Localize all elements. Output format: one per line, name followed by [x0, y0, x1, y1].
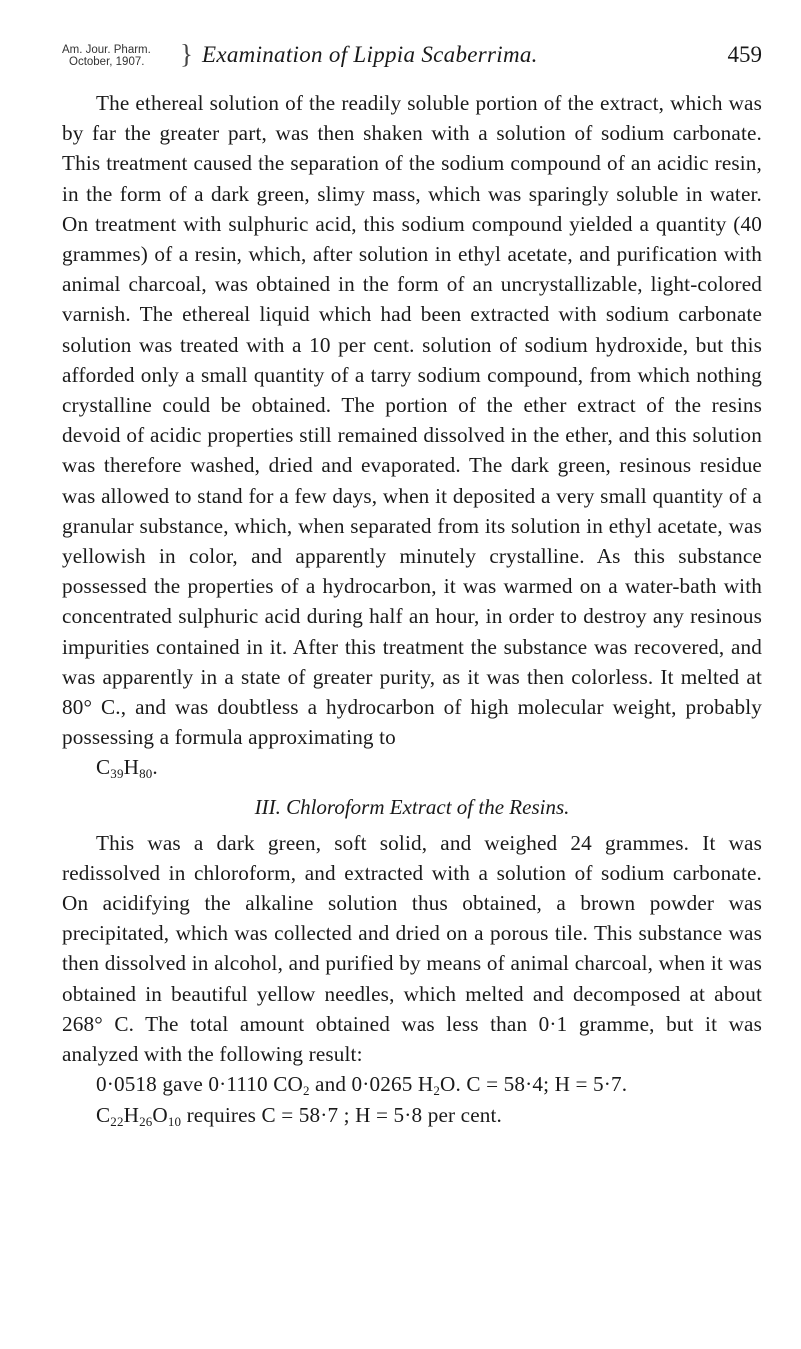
formula-requirement	[62, 1100, 762, 1130]
formula-h-sub: 80	[139, 766, 153, 782]
req-post: requires C = 58·7 ; H = 5·8 per cent.	[181, 1102, 502, 1127]
h2o-sub: 2	[433, 1083, 441, 1099]
journal-page	[62, 40, 762, 1130]
req-o: O	[152, 1102, 168, 1127]
formula-c: C	[96, 755, 111, 780]
analysis-result	[62, 1069, 762, 1099]
formula-end: .	[152, 755, 158, 780]
paragraph-ether-extract	[62, 88, 762, 783]
running-title: Examination of Lippia Scaberrima.	[202, 42, 538, 67]
journal-citation	[62, 44, 151, 68]
req-o-sub: 10	[167, 1113, 182, 1129]
req-h: H	[123, 1102, 140, 1127]
analysis-post: O. C = 58·4; H = 5·7.	[440, 1072, 628, 1097]
analysis-pre: 0·0518 gave 0·1110 CO	[96, 1072, 303, 1097]
co2-sub: 2	[302, 1083, 310, 1099]
req-h-sub: 26	[139, 1113, 153, 1129]
req-c: C	[96, 1102, 111, 1127]
page-number: 459	[727, 42, 762, 67]
journal-date: October, 1907.	[69, 56, 145, 68]
formula-c-sub: 39	[110, 766, 124, 782]
formula-h: H	[123, 755, 140, 780]
analysis-mid: and 0·0265 H	[309, 1072, 434, 1097]
journal-name: Am. Jour. Pharm.	[62, 44, 151, 56]
brace-glyph: }	[180, 39, 193, 69]
paragraph-chloroform-extract: This was a dark green, soft solid, and weighed 24 grammes. It was redissolved in chloroform, and extracted with a solution of sodium carbonate. On acidifying the alkaline solution thus obtained, a brown powder was precipitated, which was collected and dried on a porous tile. This substance was then dissolved in alcohol, and purified by means of animal charcoal, when it was obtained in beautiful yellow needles, which melted and decomposed at about 268° C. The total amount obtained was less than 0·1 gramme, but it was analyzed with the following result:	[62, 830, 762, 1067]
paragraph-ether-extract-text: The ethereal solution of the readily soluble portion of the extract, which was by far the greater part, was then shaken with a solution of sodium carbonate. This treatment caused the separation of the sodium compound of an acidic resin, in the form of a dark green, slimy mass, which was sparingly soluble in water. On treatment with sulphuric acid, this sodium compound yielded a quantity (40 grammes) of a resin, which, after solution in ethyl acetate, and purification with animal charcoal, was obtained in the form of an uncrystallizable, light-colored varnish. The ethereal liquid which had been extracted with sodium carbonate solution was treated with a 10 per cent. solution of sodium hydroxide, but this afforded only a small quantity of a tarry sodium compound, from which nothing crystalline could be obtained. The portion of the ether extract of the resins devoid of acidic properties still remained dissolved in the ether, and this solution was therefore washed, dried and evaporated. The dark green, resinous residue was allowed to stand for a few days, when it deposited a very small quantity of a granular substance, which, when separated from its solution in ethyl acetate, was yellowish in color, and apparently minutely crystalline. As this substance possessed the properties of a hydrocarbon, it was warmed on a water-bath with concentrated sulphuric acid during half an hour, in order to destroy any resinous impurities contained in it. After this treatment the substance was recovered, and was apparently in a state of greater purity, as it was then colorless. It melted at 80° C., and was doubtless a hydrocarbon of high molecular weight, probably possessing a formula approximating to	[62, 91, 762, 750]
running-head	[62, 40, 762, 88]
req-c-sub: 22	[110, 1113, 124, 1129]
section-heading: III. Chloroform Extract of the Resins.	[254, 794, 570, 819]
hydrocarbon-formula	[62, 752, 762, 782]
